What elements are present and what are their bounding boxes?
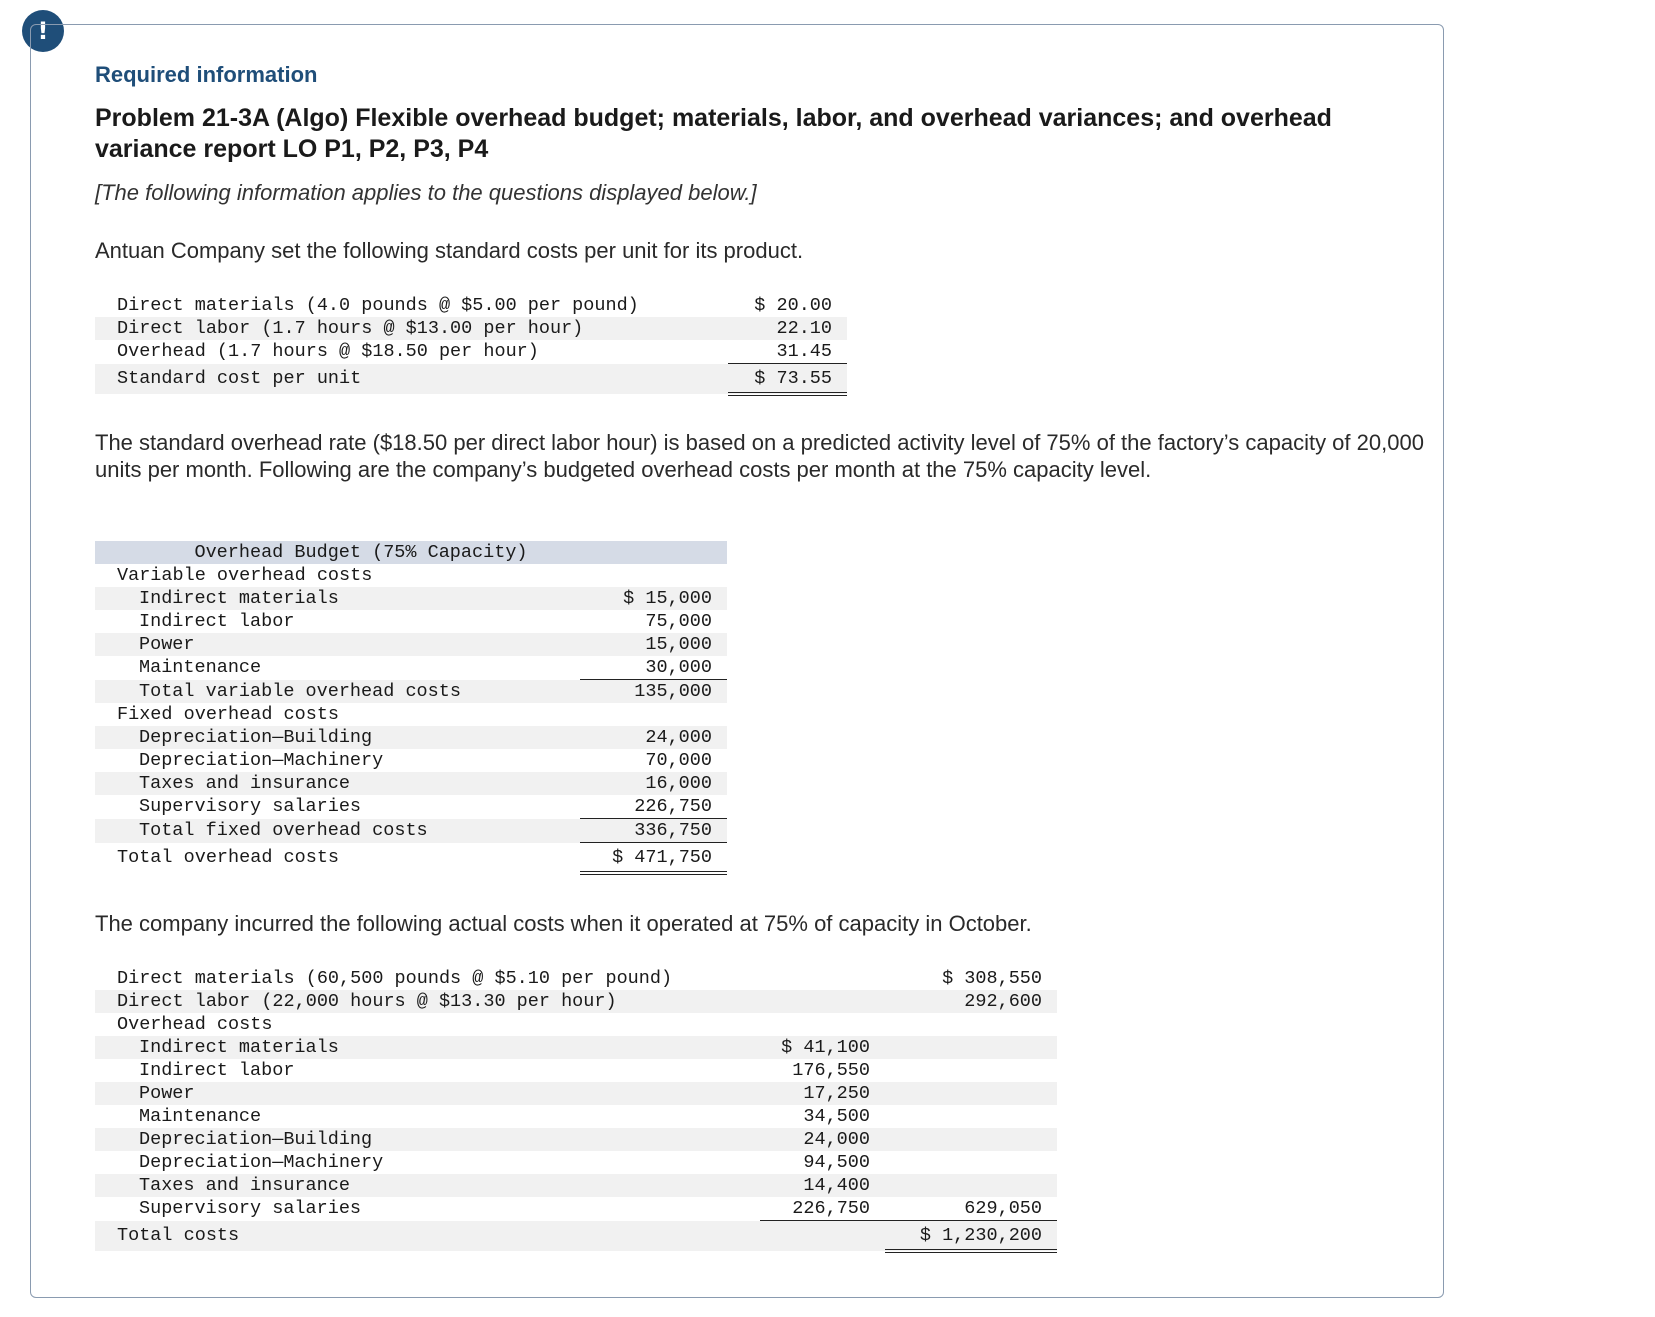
row-value: $ 41,100 [760,1036,885,1059]
row-value: 34,500 [803,1106,870,1127]
total-value: $ 1,230,200 [885,1221,1057,1252]
table-row [95,749,727,772]
row-label: Indirect materials [95,587,580,610]
subtotal-row [95,819,727,843]
row-value: 176,550 [792,1060,870,1081]
row-value: 94,500 [803,1152,870,1173]
row-value: 70,000 [645,750,712,771]
standard-cost-table [95,294,847,396]
row-value: 17,250 [760,1082,885,1105]
row-label: Direct materials (4.0 pounds @ $5.00 per pound) [117,295,639,316]
row-label: Depreciation—Building [95,1128,760,1151]
total-label: Standard cost per unit [95,364,728,395]
row-label: Direct materials (60,500 pounds @ $5.10 per pound) [117,968,673,989]
row-label: Indirect materials [95,1036,760,1059]
subtotal-label: Total variable overhead costs [95,680,580,704]
row-label: Supervisory salaries [139,796,362,818]
table-header [95,541,727,564]
row-label: Indirect labor [139,1060,295,1081]
table-row [95,610,727,633]
total-value: $ 471,750 [580,843,727,874]
alert-icon: ! [22,10,64,52]
row-value: 75,000 [645,611,712,632]
subtotal-row [95,680,727,704]
section-heading-row [95,703,727,726]
actual-costs-paragraph: The company incurred the following actual costs when it operated at 75% of capacity in October. [95,911,1032,936]
row-value: 24,000 [760,1128,885,1151]
overhead-heading: Overhead costs [117,1014,273,1035]
row-label: Direct labor (22,000 hours @ $13.30 per hour) [95,990,760,1013]
total-label: Total overhead costs [117,847,340,869]
row-label: Direct labor (1.7 hours @ $13.00 per hour) [95,317,728,340]
row-value: 226,750 [760,1197,885,1221]
table-row [95,587,727,610]
subtotal-label: Total fixed overhead costs [95,819,580,843]
table-row [95,990,1057,1013]
row-label: Power [95,1082,760,1105]
table-row [95,1128,1057,1151]
actual-costs-table [95,967,1057,1253]
row-label: Indirect labor [139,611,295,632]
row-label: Taxes and insurance [95,1174,760,1197]
table-row [95,340,847,364]
row-value: 30,000 [580,656,727,680]
row-value: 226,750 [580,795,727,819]
table-row [95,317,847,340]
row-label: Maintenance [139,657,262,679]
table-row [95,795,727,819]
row-label: Depreciation—Machinery [139,1152,384,1173]
row-label: Depreciation—Machinery [139,750,384,771]
row-label: Depreciation—Building [95,726,580,749]
table-row [95,1059,1057,1082]
table-row [95,967,1057,990]
fixed-heading: Fixed overhead costs [117,704,340,725]
total-label: Total costs [95,1221,760,1252]
subtotal-value: 336,750 [580,819,727,843]
table-row [95,1174,1057,1197]
row-value: 16,000 [580,772,727,795]
row-value: $ 15,000 [580,587,727,610]
info-note: [The following information applies to the questions displayed below.] [95,180,757,205]
total-row [95,364,847,395]
overhead-total-value: 629,050 [885,1197,1057,1221]
table-title: Overhead Budget (75% Capacity) [95,541,727,564]
table-row [95,1082,1057,1105]
subtotal-value: 135,000 [580,680,727,704]
total-value: $ 73.55 [728,364,847,395]
table-row [95,1036,1057,1059]
row-label: Taxes and insurance [95,772,580,795]
row-value: 292,600 [885,990,1057,1013]
problem-title: Problem 21-3A (Algo) Flexible overhead budget; materials, labor, and overhead variances; and overhead variance report LO P1, P2, P3, P4 [95,104,1332,163]
table-row [95,633,727,656]
section-heading-row [95,1013,1057,1036]
table-row [95,1151,1057,1174]
total-row [95,1221,1057,1252]
required-info-heading: Required information [95,62,318,87]
row-value: $ 20.00 [754,295,832,316]
row-label: Maintenance [139,1106,262,1127]
intro-text: Antuan Company set the following standard costs per unit for its product. [95,238,804,263]
row-value: 24,000 [580,726,727,749]
variable-heading: Variable overhead costs [117,565,373,586]
row-value: $ 308,550 [942,968,1042,989]
table-row [95,726,727,749]
section-heading-row [95,564,727,587]
row-value: 22.10 [728,317,847,340]
row-label: Power [95,633,580,656]
table-row [95,772,727,795]
row-label: Supervisory salaries [139,1198,362,1220]
row-label: Overhead (1.7 hours @ $18.50 per hour) [117,341,539,363]
table-row [95,656,727,680]
row-value: 31.45 [728,340,847,364]
total-row [95,843,727,874]
table-row [95,1197,1057,1221]
rate-paragraph: The standard overhead rate ($18.50 per direct labor hour) is based on a predicted activity level of 75% of the factory’s capacity of 20,000 units per month. Following are the company’s budgeted overhead costs per month at the 75% capacity level. [95,430,1424,482]
table-row [95,1105,1057,1128]
table-row [95,294,847,317]
overhead-budget-table [95,541,727,875]
row-value: 15,000 [580,633,727,656]
row-value: 14,400 [760,1174,885,1197]
